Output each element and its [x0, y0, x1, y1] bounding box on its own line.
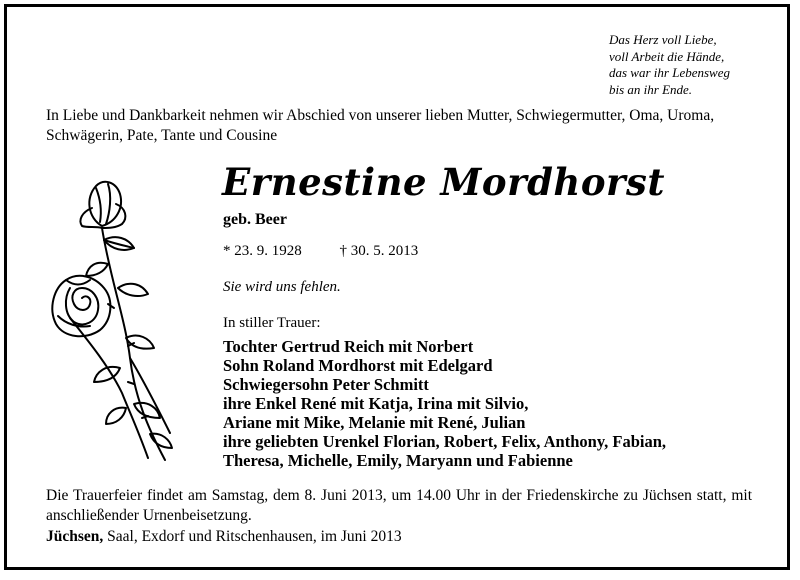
mourning-label: In stiller Trauer:	[223, 315, 321, 331]
mourner-line: Schwiegersohn Peter Schmitt	[223, 375, 429, 394]
poem-line: voll Arbeit die Hände,	[609, 48, 725, 64]
place-rest: Saal, Exdorf und Ritschenhausen, im Juni 2013	[103, 528, 402, 545]
poem-line: bis an ihr Ende.	[609, 81, 693, 97]
poem-line: das war ihr Lebensweg	[609, 65, 730, 80]
deceased-name: Ernestine Mordhorst	[222, 160, 665, 204]
mourner-line: Ariane mit Mike, Melanie mit René, Julian	[223, 413, 526, 432]
mourner-line: Sohn Roland Mordhorst mit Edelgard	[223, 356, 493, 375]
mourner-line: Theresa, Michelle, Emily, Maryann und Fabienne	[223, 451, 573, 470]
poem	[609, 32, 730, 98]
intro-text: In Liebe und Dankbarkeit nehmen wir Abschied von unserer lieben Mutter, Schwiegermutter, Oma, Uroma, Schwägerin, Pate, Tante und Cousine	[46, 107, 715, 144]
quote: Sie wird uns fehlen.	[223, 279, 341, 295]
life-dates	[223, 243, 418, 260]
rose-drawing-icon	[30, 168, 190, 468]
death-date: † 30. 5. 2013	[339, 243, 419, 259]
poem-line: Das Herz voll Liebe,	[609, 32, 717, 47]
mourner-line: Tochter Gertrud Reich mit Norbert	[223, 337, 474, 356]
maiden-name: geb. Beer	[223, 211, 287, 228]
mourner-line: ihre Enkel René mit Katja, Irina mit Silvio,	[223, 394, 529, 413]
birth-date: * 23. 9. 1928	[223, 243, 302, 259]
funeral-notice: Die Trauerfeier findet am Samstag, dem 8. Juni 2013, um 14.00 Uhr in der Friedenskirche zu Jüchsen statt, mit anschließender Urnenbeisetzung.	[46, 487, 752, 524]
mourner-line: ihre geliebten Urenkel Florian, Robert, Felix, Anthony, Fabian,	[223, 432, 667, 451]
place-town: Jüchsen,	[46, 528, 104, 545]
place-date	[46, 528, 402, 546]
mourners-list	[223, 337, 666, 470]
